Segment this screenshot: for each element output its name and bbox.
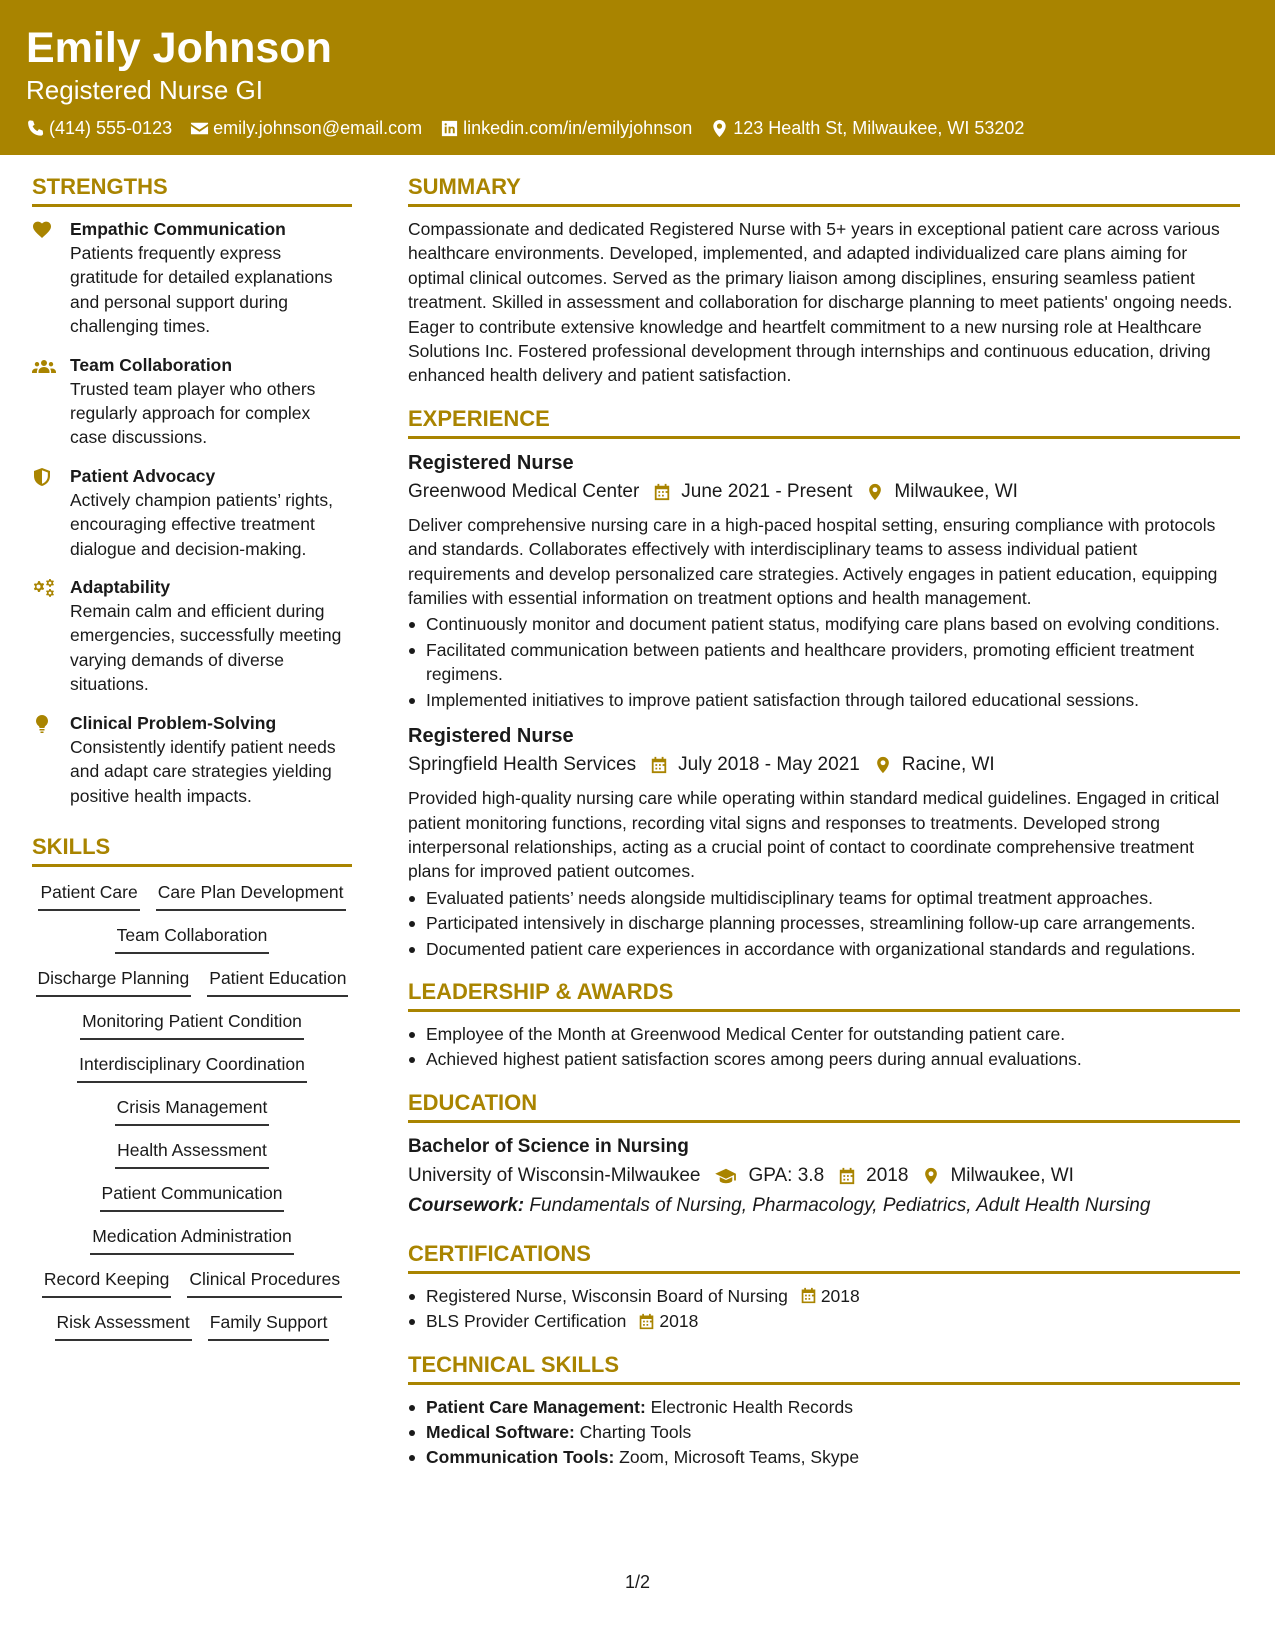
skill-tag: Clinical Procedures	[187, 1268, 342, 1298]
strength-item	[32, 464, 352, 561]
tech-label: Medical Software:	[426, 1421, 575, 1442]
education-meta	[408, 1161, 1240, 1191]
job-company: Springfield Health Services	[408, 754, 637, 776]
job-meta	[408, 477, 1240, 507]
job-description: Deliver comprehensive nursing care in a high-paced hospital setting, ensuring compliance with protocols and standards. Collaborates effectively with interdisciplinary teams to assess individual patient requirements and develop personalized care strategies. Actively engages in patient education, equipping families with essential information on treatment options and health management.	[408, 514, 1218, 609]
map-pin-icon	[710, 119, 729, 138]
strength-item	[32, 575, 352, 697]
list-item: Documented patient care experiences in accordance with organizational standards and regulations.	[408, 937, 1240, 961]
skill-tag: Medication Administration	[90, 1225, 293, 1255]
list-item: Evaluated patients’ needs alongside multidisciplinary teams for optimal treatment approaches.	[408, 886, 1240, 910]
skills-list	[32, 877, 352, 1341]
strength-title: Clinical Problem-Solving	[70, 712, 277, 733]
strength-desc: Trusted team player who others regularly approach for complex case discussions.	[70, 378, 316, 448]
certifications-list	[408, 1284, 1240, 1334]
technical-heading: TECHNICAL SKILLS	[408, 1350, 1240, 1385]
skill-tag: Monitoring Patient Condition	[80, 1010, 304, 1040]
skill-tag: Crisis Management	[115, 1096, 270, 1126]
job-dates: June 2021 - Present	[681, 480, 853, 502]
contact-address	[710, 115, 1024, 141]
skill-tag: Patient Care	[38, 881, 139, 911]
certifications-heading: CERTIFICATIONS	[408, 1239, 1240, 1274]
strength-desc: Consistently identify patient needs and adapt care strategies yielding positive health impacts.	[70, 736, 336, 806]
school-name: University of Wisconsin-Milwaukee	[408, 1164, 701, 1186]
list-item	[408, 1309, 1240, 1333]
graduation-year: 2018	[866, 1164, 909, 1186]
graduation-cap-icon	[714, 1167, 738, 1185]
list-item: Facilitated communication between patients and healthcare providers, promoting efficient treatment regimens.	[408, 638, 1240, 687]
skills-heading: SKILLS	[32, 832, 352, 867]
list-item: Participated intensively in discharge planning processes, streamlining follow-up care arrangements.	[408, 911, 1240, 935]
strengths-heading: STRENGTHS	[32, 172, 352, 207]
strength-title: Team Collaboration	[70, 354, 233, 375]
job-location: Racine, WI	[901, 754, 995, 776]
tech-label: Patient Care Management:	[426, 1396, 646, 1417]
tech-label: Communication Tools:	[426, 1447, 615, 1468]
skill-tag: Patient Communication	[100, 1182, 285, 1212]
coursework-label: Coursework:	[408, 1194, 525, 1216]
right-column	[408, 172, 1240, 1471]
skill-tag: Health Assessment	[115, 1139, 269, 1169]
list-item	[408, 1420, 1240, 1444]
technical-list	[408, 1395, 1240, 1470]
skill-tag: Team Collaboration	[115, 924, 270, 954]
cert-year: 2018	[659, 1311, 699, 1332]
summary-text: Compassionate and dedicated Registered Nurse with 5+ years in exceptional patient care across various healthcare environments. Developed, implemented, and adapted individualized care plans aiming for optimal clinical outcomes. Served as the primary liaison among disciplines, ensuring seamless patient treatment. Skilled in assessment and collaboration for discharge planning to meet patients' ongoing needs. Eager to contribute extensive knowledge and heartfelt commitment to a new nursing role at Healthcare Solutions Inc. Fostered professional development through internships and continuous education, driving enhanced health delivery and patient satisfaction.	[408, 219, 1233, 386]
gears-icon	[32, 578, 56, 598]
tech-value: Electronic Health Records	[650, 1396, 853, 1417]
skill-tag: Risk Assessment	[55, 1311, 192, 1341]
heart-icon	[32, 220, 52, 240]
list-item: Continuously monitor and document patient status, modifying care plans based on evolving conditions.	[408, 612, 1240, 636]
candidate-name: Emily Johnson	[26, 24, 332, 72]
strength-item	[32, 353, 352, 450]
job-title: Registered Nurse	[408, 725, 574, 748]
map-pin-icon	[874, 756, 892, 774]
skill-tag: Discharge Planning	[36, 967, 192, 997]
contact-phone[interactable]	[26, 115, 172, 141]
calendar-icon	[650, 756, 668, 774]
summary-heading: SUMMARY	[408, 172, 1240, 207]
left-column	[32, 172, 352, 1341]
users-icon	[32, 356, 56, 376]
calendar-icon	[838, 1167, 856, 1185]
map-pin-icon	[866, 483, 884, 501]
contact-bar	[26, 115, 1042, 141]
tech-value: Zoom, Microsoft Teams, Skype	[619, 1447, 860, 1468]
school-location: Milwaukee, WI	[950, 1164, 1074, 1186]
degree-title: Bachelor of Science in Nursing	[408, 1135, 689, 1157]
job-description: Provided high-quality nursing care while operating within standard medical guidelines. Engaged in critical patient monitoring functions, recording vital signs and responses to treatments. Developed strong interpersonal relationships, acting as a crucial point of contact to coordinate comprehensive treatment plans for improved patient outcomes.	[408, 788, 1220, 882]
page-number: 1/2	[624, 1572, 651, 1592]
calendar-icon	[638, 1313, 655, 1330]
strength-desc: Patients frequently express gratitude for detailed explanations and personal support during challenging times.	[70, 243, 333, 337]
linkedin-text: linkedin.com/in/emilyjohnson	[463, 118, 693, 138]
phone-icon	[26, 119, 45, 138]
linkedin-icon	[440, 119, 459, 138]
resume-header	[0, 0, 1275, 155]
list-item: Employee of the Month at Greenwood Medical Center for outstanding patient care.	[408, 1022, 1240, 1046]
coursework	[408, 1191, 1240, 1221]
list-item	[408, 1395, 1240, 1419]
calendar-icon	[800, 1287, 817, 1304]
shield-icon	[32, 467, 52, 487]
list-item	[408, 1445, 1240, 1469]
job-meta	[408, 750, 1240, 780]
tech-value: Charting Tools	[579, 1421, 692, 1442]
cert-year: 2018	[820, 1285, 860, 1306]
leadership-list	[408, 1022, 1240, 1072]
job-company: Greenwood Medical Center	[408, 480, 640, 502]
skill-tag: Patient Education	[207, 967, 348, 997]
job-title: Registered Nurse	[408, 451, 574, 474]
contact-email[interactable]	[190, 115, 422, 141]
skill-tag: Family Support	[208, 1311, 330, 1341]
gpa: GPA: 3.8	[748, 1164, 825, 1186]
contact-linkedin[interactable]	[440, 115, 692, 141]
strength-item	[32, 711, 352, 808]
cert-name: BLS Provider Certification	[426, 1311, 627, 1332]
coursework-text: Fundamentals of Nursing, Pharmacology, Pediatrics, Adult Health Nursing	[529, 1194, 1151, 1216]
map-pin-icon	[922, 1167, 940, 1185]
job-bullets	[408, 612, 1240, 712]
candidate-role: Registered Nurse GI	[26, 75, 263, 105]
strength-title: Empathic Communication	[70, 219, 286, 239]
job-bullets	[408, 886, 1240, 961]
strength-item	[32, 217, 352, 339]
skill-tag: Interdisciplinary Coordination	[77, 1053, 307, 1083]
list-item	[408, 1284, 1240, 1308]
leadership-heading: LEADERSHIP & AWARDS	[408, 977, 1240, 1012]
job-entry	[408, 722, 1240, 961]
phone-text: (414) 555-0123	[49, 118, 173, 138]
job-dates: July 2018 - May 2021	[678, 754, 860, 776]
skill-tag: Care Plan Development	[156, 881, 346, 911]
job-location: Milwaukee, WI	[894, 480, 1018, 502]
education-heading: EDUCATION	[408, 1088, 1240, 1123]
address-text: 123 Health St, Milwaukee, WI 53202	[733, 118, 1025, 138]
strength-title: Adaptability	[70, 577, 171, 598]
skill-tag: Record Keeping	[42, 1268, 172, 1298]
cert-name: Registered Nurse, Wisconsin Board of Nursing	[426, 1285, 788, 1306]
envelope-icon	[190, 119, 209, 138]
experience-heading: EXPERIENCE	[408, 404, 1240, 439]
calendar-icon	[653, 483, 671, 501]
list-item: Implemented initiatives to improve patient satisfaction through tailored educational sessions.	[408, 688, 1240, 712]
strength-title: Patient Advocacy	[70, 465, 216, 486]
strength-desc: Actively champion patients’ rights, encouraging effective treatment dialogue and decision-making.	[70, 489, 333, 559]
lightbulb-icon	[32, 714, 52, 734]
email-text: emily.johnson@email.com	[213, 118, 423, 138]
job-entry	[408, 449, 1240, 712]
strength-desc: Remain calm and efficient during emergencies, successfully meeting varying demands of diverse situations.	[70, 601, 342, 695]
list-item: Achieved highest patient satisfaction scores among peers during annual evaluations.	[408, 1047, 1240, 1071]
